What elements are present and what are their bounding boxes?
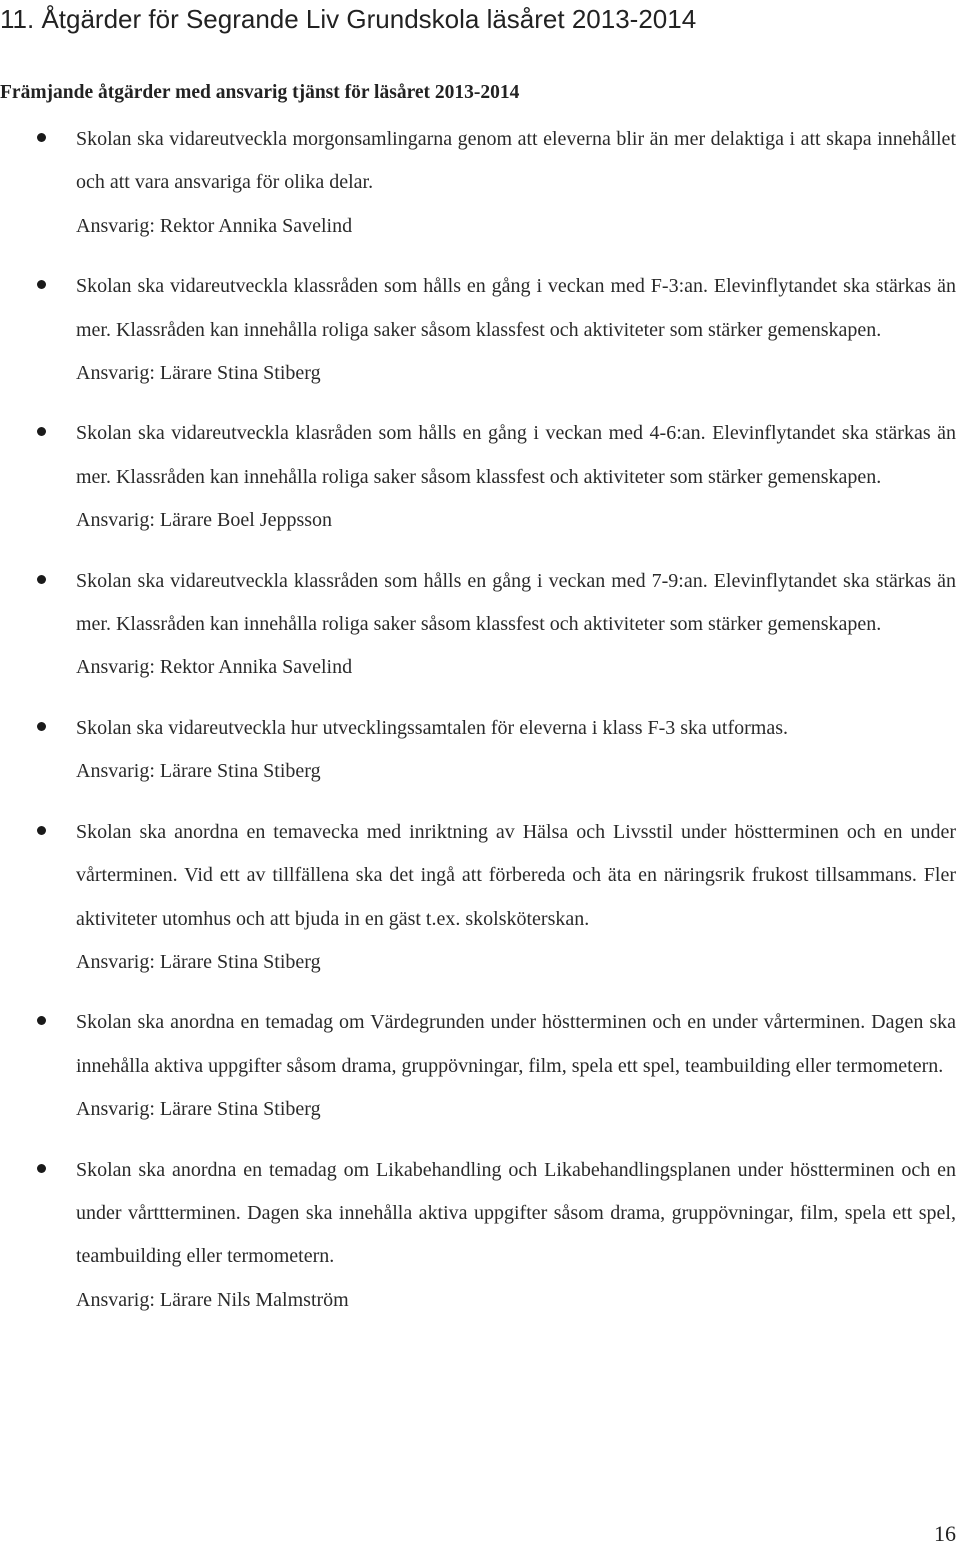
bullet-icon (37, 1164, 46, 1173)
responsible-person: Ansvarig: Lärare Stina Stiberg (76, 362, 321, 385)
measure-text: Skolan ska vidareutveckla hur utvecklingssamtalen för eleverna i klass F-3 ska utformas. (76, 716, 789, 739)
measure-text: Skolan ska anordna en temavecka med inriktning av Hälsa och Livsstil under höstterminen och en under vårterminen. Vid ett av tillfällena ska det ingå att förbereda och äta en näringsrik frukost tillsammans. Fler aktiviteter utomhus och att bjuda in en gäst t.ex. skolsköterskan. (76, 820, 956, 930)
bullet-icon (37, 280, 46, 289)
bullet-icon (37, 826, 46, 835)
measures-list (0, 118, 956, 1339)
bullet-icon (37, 1016, 46, 1025)
responsible-person: Ansvarig: Lärare Stina Stiberg (76, 1098, 321, 1121)
responsible-person: Ansvarig: Rektor Annika Savelind (76, 214, 353, 237)
section-heading: Främjande åtgärder med ansvarig tjänst för läsåret 2013-2014 (0, 82, 520, 103)
list-item (0, 1149, 956, 1323)
page-number: 16 (934, 1521, 956, 1546)
list-item (0, 1001, 956, 1131)
page-title: 11. Åtgärder för Segrande Liv Grundskola läsåret 2013-2014 (0, 4, 697, 34)
list-item (0, 560, 956, 690)
list-item (0, 412, 956, 542)
measure-text: Skolan ska vidareutveckla morgonsamlingarna genom att eleverna blir än mer delaktiga i att skapa innehållet och att vara ansvariga för olika delar. (76, 128, 956, 194)
measure-text: Skolan ska anordna en temadag om Likabehandling och Likabehandlingsplanen under höstterminen och en under vårttterminen. Dagen ska innehålla aktiva uppgifter såsom drama, gruppövningar, film, spela ett spel, teambuilding eller termometern. (76, 1158, 956, 1268)
list-item (0, 811, 956, 985)
bullet-icon (37, 133, 46, 142)
responsible-person: Ansvarig: Lärare Stina Stiberg (76, 950, 321, 973)
responsible-person: Ansvarig: Rektor Annika Savelind (76, 656, 353, 679)
bullet-icon (37, 427, 46, 436)
responsible-person: Ansvarig: Lärare Nils Malmström (76, 1288, 349, 1311)
list-item (0, 118, 956, 248)
measure-text: Skolan ska vidareutveckla klassråden som hålls en gång i veckan med F-3:an. Elevinflytandet ska stärkas än mer. Klassråden kan innehålla roliga saker såsom klassfest och aktiviteter som stärker gemenskapen. (76, 275, 956, 341)
list-item (0, 265, 956, 395)
bullet-icon (37, 722, 46, 731)
responsible-person: Ansvarig: Lärare Stina Stiberg (76, 760, 321, 783)
measure-text: Skolan ska anordna en temadag om Värdegrunden under höstterminen och en under vårterminen. Dagen ska innehålla aktiva uppgifter såsom drama, gruppövningar, film, spela ett spel, teambuilding eller termometern. (76, 1011, 956, 1077)
bullet-icon (37, 575, 46, 584)
measure-text: Skolan ska vidareutveckla klassråden som hålls en gång i veckan med 7-9:an. Elevinflytandet ska stärkas än mer. Klassråden kan innehålla roliga saker såsom klassfest och aktiviteter som stärker gemenskapen. (76, 569, 956, 636)
list-item (0, 707, 956, 794)
measure-text: Skolan ska vidareutveckla klasråden som hålls en gång i veckan med 4-6:an. Elevinflytandet ska stärkas än mer. Klassråden kan innehålla roliga saker såsom klassfest och aktiviteter som stärker gemenskapen. (76, 422, 956, 488)
responsible-person: Ansvarig: Lärare Boel Jeppsson (76, 509, 333, 532)
